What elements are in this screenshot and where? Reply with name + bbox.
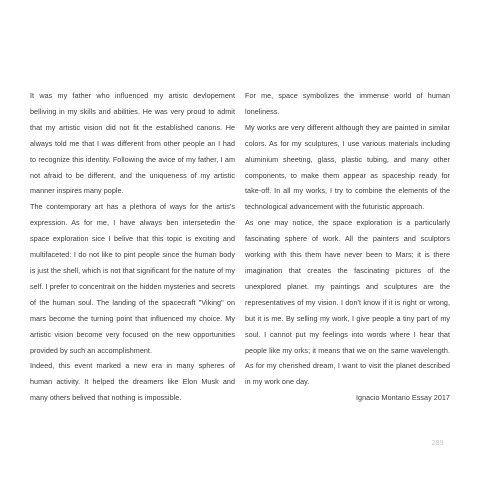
essay-right-column bbox=[245, 88, 450, 406]
essay-paragraph: My works are very different although they are painted in similar colors. As for my sculptures, I use various materials including aluminium sheeting, glass, plastic tubing, and many other components, to make them appear as spaceship ready for take-off. In all my works, I try to combine the elements of the technological advancement with the futuristic approach. bbox=[245, 122, 450, 212]
essay-left-column bbox=[30, 88, 235, 406]
essay-paragraph: It was my father who influenced my artistc devlopement belliving in my skills and abilities. He was very proud to admit that my artistic vision did not fit the established canons. He always told me that I was different from other people an I had to recognize this identity. Following the avice of my father, I am not afraid to be different, and the uniqueness of my artistic manner inspires many pople. bbox=[30, 91, 235, 196]
essay-paragraph: For me, space symbolizes the immense world of human loneliness. bbox=[245, 91, 450, 116]
essay-paragraph: As one may notice, the space exploration is a particularly fascinating sphere of work. All the painters and sculptors working with this them have never been to Mars; it is there imagination that creates the fascinating pictures of the unexplored planet. my paintings and sculptures are the representatives of my vision. I don't know if it is right or wrong, but it is me. By selling my work, I give people a tiny part of my soul. I cannot put my feelings into words where I hear that people like my orks; it means that we on the same wavelength. As for my cherished dream, I want to visit the planet described in my work one day. bbox=[245, 218, 450, 387]
essay-paragraph: The contemporary art has a plethora of ways for the artis's expression. As for me, I have always ben intersetedin the space exploration sice I belive that this topic is exciting and multifaceted: I do not like to pint people since the human body is just the shell, which is not that significant for the nature of my self. I prefer to concentrait on the hidden mysteries and secrets of the human soul. The landing of the spacecraft "Viking" on mars become the turning point that influenced my choice. My artistic vision become very focused on the new opportunities provided by such an accomplishment. bbox=[30, 202, 235, 355]
page-number: 289 bbox=[431, 440, 444, 447]
essay-paragraph: Indeed, this event marked a new era in many spheres of human activity. It helped the dreamers like Elon Musk and many others belived that nothing is impossible. bbox=[30, 361, 235, 403]
essay-signature: Ignacio Montano Essay 2017 bbox=[355, 393, 450, 403]
